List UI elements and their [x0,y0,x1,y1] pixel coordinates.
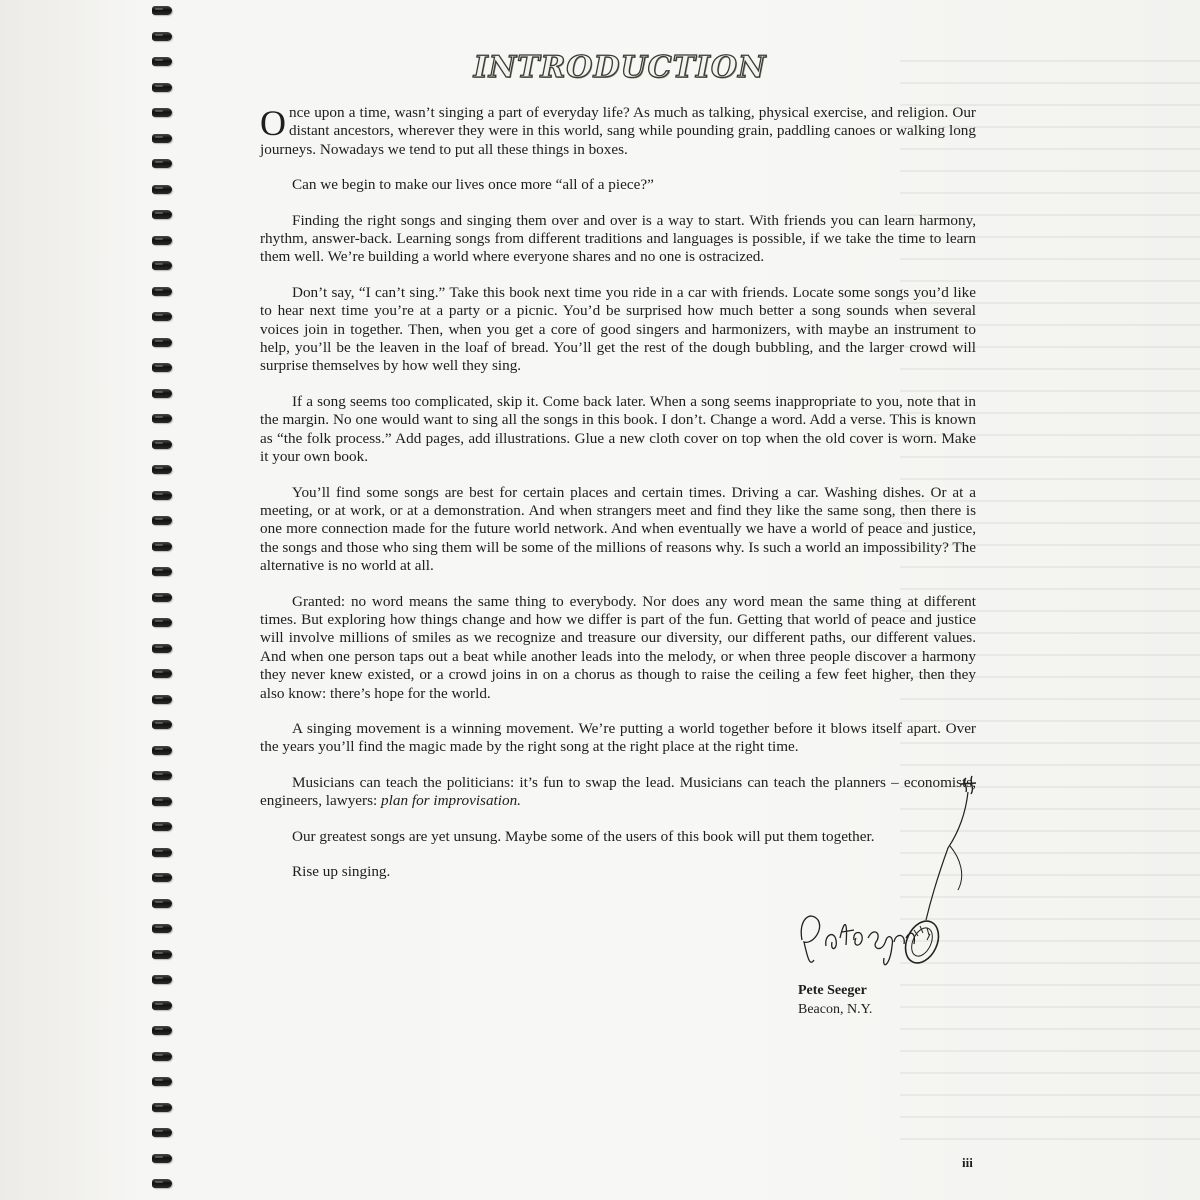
paragraph-11: Rise up singing. [292,863,391,880]
spiral-coil [152,542,172,551]
spiral-coil [152,57,172,66]
spiral-coil [152,695,172,704]
spiral-coil [152,261,172,270]
spiral-coil [152,1128,172,1137]
spiral-coil [152,516,172,525]
spiral-coil [152,873,172,882]
spiral-coil [152,338,172,347]
spiral-coil [152,1103,172,1112]
spiral-coil [152,567,172,576]
spiral-coil [152,414,172,423]
paragraph-1 [260,104,976,159]
spiral-coil [152,287,172,296]
spiral-coil [152,185,172,194]
paragraph-text: nce upon a time, wasn’t singing a part of everyday life? As much as talking, physical exercise, and religion. Our distant ancestors, wherever they were in this world, sang while pounding grain, paddling canoes or walking long journeys. Nowadays we tend to put all these things in boxes. [260,104,976,158]
paragraph-text: Musicians can teach the politicians: it’s fun to swap the lead. Musicians can teach the planners – economists, engineers, lawyers: [260,773,976,810]
spiral-coil [152,746,172,755]
spiral-coil [152,720,172,729]
spiral-coil [152,644,172,653]
spiral-coil [152,1026,172,1035]
page-title: INTRODUCTION [473,50,767,85]
paragraph-5: If a song seems too complicated, skip it. Come back later. When a song seems inappropriate to you, note that in the margin. No one would want to sing all the songs in this book. I don’t. Change a word. Add a verse. This is known as “the folk process.” Add pages, add illustrations. Glue a new cloth cover on top when the old cover is worn. Make it your own book. [260,392,976,466]
author-name: Pete Seeger [798,983,867,998]
spiral-coil [152,312,172,321]
spiral-coil [152,32,172,41]
spiral-coil [152,389,172,398]
paragraph-6: You’ll find some songs are best for certain places and certain times. Driving a car. Washing dishes. Or at a meeting, or at work, or at a demonstration. And when strangers meet and find they like the same song, then there is one more connection made for the future world network. And when eventually we have a world of peace and justice, the songs and those who sing them will be some of the millions of reasons why. Is such a world an impossibility? The alternative is no world at all. [260,483,976,575]
spiral-coil [152,618,172,627]
signature-text: Pete Seeger [790,770,795,771]
spiral-coil [152,1077,172,1086]
paragraph-4: Don’t say, “I can’t sing.” Take this book next time you ride in a car with friends. Locate some songs you’d like to hear next time you’re at a party or a picnic. You’d be surprised how much better a song sounds when several voices join in together. Then, when you get a core of good singers and harmonizers, with maybe an instrument to help, you’ll be the leaven in the loaf of bread. You’ll get the rest of the dough bubbling, and the larger crowd will surprise themselves by how well they sing. [260,283,976,375]
spiral-coil [152,236,172,245]
spiral-coil [152,899,172,908]
paragraph-3: Finding the right songs and singing them over and over is a way to start. With friends you can learn harmony, rhythm, answer-back. Learning songs from different traditions and languages is possible, if we take the time to learn them well. We’re building a world where everyone shares and no one is ostracized. [260,211,976,266]
spiral-coil [152,822,172,831]
paragraph-2: Can we begin to make our lives once more “all of a piece?” [292,176,654,194]
paragraph-7: Granted: no word means the same thing to everybody. Nor does any word mean the same thing at different times. But exploring how things change and how we differ is part of the fun. Getting that world of peace and justice will involve millions of smiles as we recognize and treasure our diversity, our different paths, our different values. And when one person taps out a beat while another leads into the melody, or when three people discover a harmony they never knew existed, or a crowd joins in on a chorus as though to raise the ceiling a few feet higher, then they also know: there’s hope for the world. [260,592,976,702]
spiral-coil [152,465,172,474]
spiral-coil [152,1001,172,1010]
spiral-coil [152,363,172,372]
signature-with-banjo-drawing [790,770,990,980]
spiral-coil [152,924,172,933]
spiral-coil [152,440,172,449]
spiral-coil [152,771,172,780]
emphasis-text: plan for improvisation. [381,792,521,810]
spiral-coil [152,6,172,15]
spiral-coil [152,210,172,219]
spiral-coil [152,108,172,117]
page-number: iii [962,1155,973,1170]
spiral-coil [152,491,172,500]
spiral-coil [152,83,172,92]
paragraph-10: Our greatest songs are yet unsung. Maybe some of the users of this book will put them together. [292,827,875,845]
spiral-binding [148,0,178,1200]
spiral-coil [152,950,172,959]
spiral-coil [152,159,172,168]
paragraph-8: A singing movement is a winning movement. We’re putting a world together before it blows itself apart. Over the years you’ll find the magic made by the right song at the right place at the right time. [260,719,976,756]
author-place: Beacon, N.Y. [798,1002,873,1017]
spiral-coil [152,134,172,143]
author-block [798,981,872,1019]
spiral-coil [152,669,172,678]
spiral-coil [152,1179,172,1188]
spiral-coil [152,848,172,857]
spiral-coil [152,593,172,602]
drop-cap: O [260,103,286,143]
spiral-coil [152,797,172,806]
spiral-coil [152,1154,172,1163]
spiral-coil [152,975,172,984]
spiral-coil [152,1052,172,1061]
